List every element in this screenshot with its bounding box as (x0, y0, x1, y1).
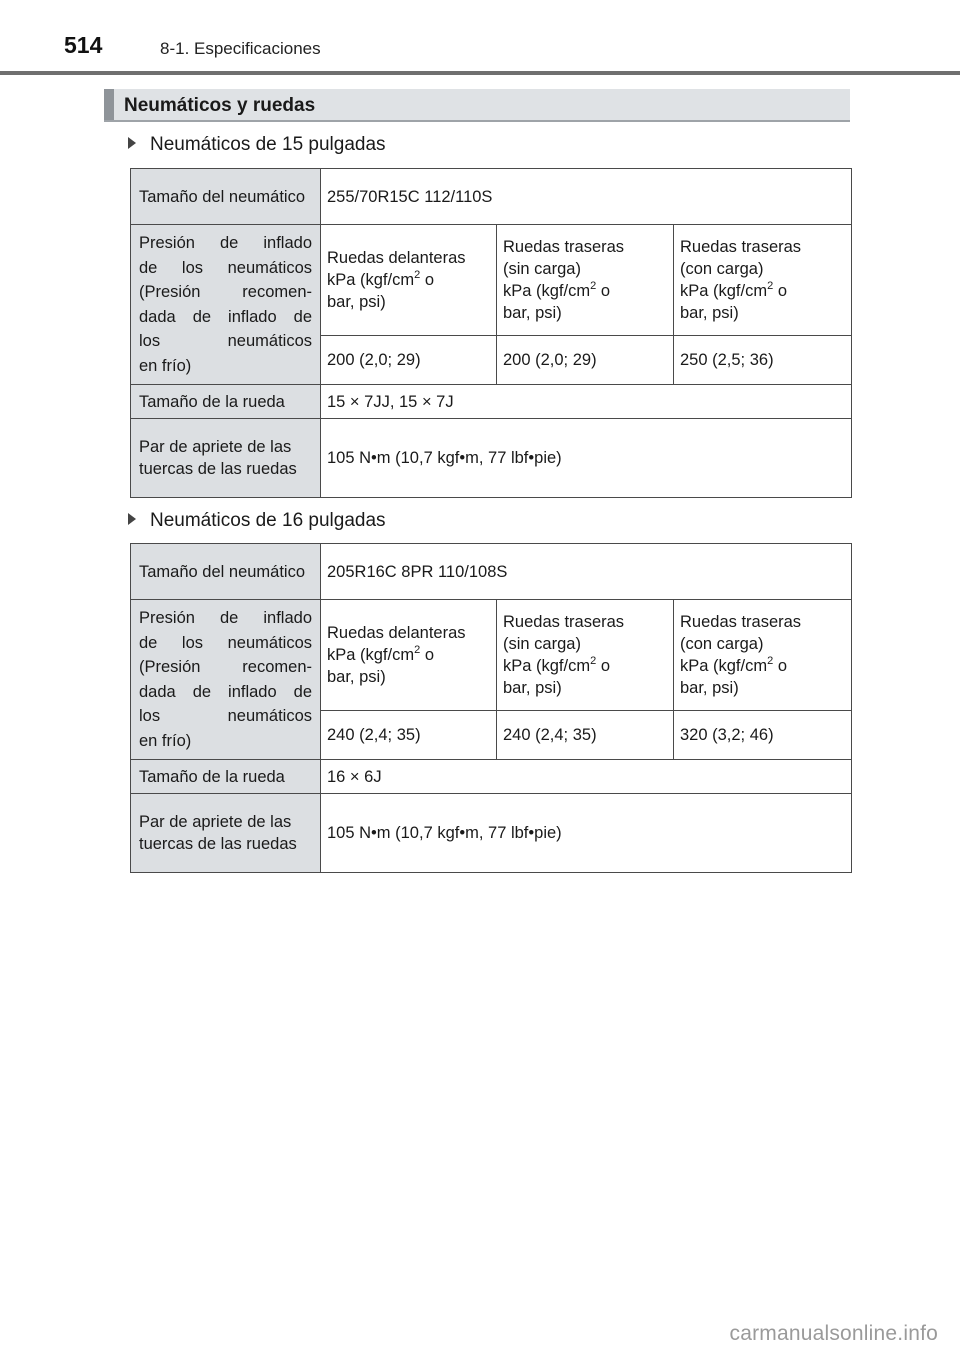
column-title: Ruedas traseras (680, 238, 802, 256)
pressure-column-rear-unloaded (497, 225, 674, 336)
column-unit-end: bar, psi) (503, 304, 562, 322)
column-unit: kPa ($kgf/cm^2$ o (503, 655, 610, 675)
column-title: Ruedas delanteras (327, 249, 466, 267)
pressure-label (131, 225, 321, 385)
column-unit-end: bar, psi) (327, 668, 386, 686)
pressure-value-rear-unloaded: 240 (2,4; 35) (497, 711, 674, 760)
spec-table-15-inch (130, 168, 852, 498)
column-title: Ruedas traseras (680, 613, 802, 631)
table-row (131, 760, 852, 794)
table-row (131, 544, 852, 600)
torque-label: Par de apriete de las tuercas de las ruedas (131, 794, 321, 873)
torque-value: 105 N•m (10,7 kgf•m, 77 lbf•pie) (321, 794, 852, 873)
pressure-label-line: de los neumáticos (139, 258, 312, 277)
column-title: Ruedas traseras (503, 613, 625, 631)
wheel-size-label: Tamaño de la rueda (131, 760, 321, 794)
subheading-16-inch (128, 510, 386, 532)
pressure-column-front (321, 225, 497, 336)
column-unit-end: bar, psi) (327, 293, 386, 311)
pressure-label-line: (Presión recomen- (139, 658, 312, 676)
column-unit: kPa ($kgf/cm^2$ o (680, 655, 787, 675)
pressure-label-line: dada de inflado de (139, 682, 312, 701)
section-title-bar (104, 89, 850, 122)
pressure-column-rear-loaded (674, 600, 852, 711)
pressure-column-rear-unloaded (497, 600, 674, 711)
wheel-size-label: Tamaño de la rueda (131, 385, 321, 419)
table-row (131, 225, 852, 336)
page-number: 514 (64, 32, 103, 58)
torque-value: 105 N•m (10,7 kgf•m, 77 lbf•pie) (321, 419, 852, 498)
pressure-label-line: en frío) (139, 356, 192, 375)
column-unit-end: bar, psi) (503, 679, 562, 697)
column-unit-end: bar, psi) (680, 679, 739, 697)
page-header (0, 0, 960, 76)
pressure-label-line: en frío) (139, 731, 192, 750)
table-row (131, 600, 852, 711)
pressure-label-line: los neumáticos (139, 332, 312, 350)
pressure-label (131, 600, 321, 760)
pressure-label-line: Presión de inflado (139, 234, 312, 252)
column-unit: kPa ($kgf/cm^2$ o (327, 644, 434, 664)
wheel-size-value: 15 × 7JJ, 15 × 7J (321, 385, 852, 419)
arrow-bullet-icon (128, 137, 136, 149)
column-subtitle: (con carga) (680, 635, 764, 653)
pressure-label-line: dada de inflado de (139, 307, 312, 326)
column-unit: kPa ($kgf/cm^2$ o (503, 280, 610, 300)
pressure-label-line: de los neumáticos (139, 633, 312, 652)
chapter-title: 8-1. Especificaciones (160, 39, 321, 58)
subheading-15-inch (128, 134, 386, 156)
tire-size-label: Tamaño del neumático (131, 169, 321, 225)
pressure-value-front: 200 (2,0; 29) (321, 336, 497, 385)
pressure-value-rear-loaded: 250 (2,5; 36) (674, 336, 852, 385)
column-subtitle: (con carga) (680, 260, 764, 278)
pressure-value-rear-loaded: 320 (3,2; 46) (674, 711, 852, 760)
column-unit: kPa ($kgf/cm^2$ o (680, 280, 787, 300)
tire-size-value: 205R16C 8PR 110/108S (321, 544, 852, 600)
pressure-label-line: (Presión recomen- (139, 283, 312, 301)
pressure-value-rear-unloaded: 200 (2,0; 29) (497, 336, 674, 385)
column-subtitle: (sin carga) (503, 260, 581, 278)
section-bar-accent (104, 89, 114, 120)
header-rule (0, 71, 960, 75)
column-title: Ruedas delanteras (327, 624, 466, 642)
table-row (131, 794, 852, 873)
subheading-text: Neumáticos de 15 pulgadas (150, 134, 386, 155)
subheading-text: Neumáticos de 16 pulgadas (150, 510, 386, 531)
pressure-column-rear-loaded (674, 225, 852, 336)
pressure-value-front: 240 (2,4; 35) (321, 711, 497, 760)
tire-size-value: 255/70R15C 112/110S (321, 169, 852, 225)
column-title: Ruedas traseras (503, 238, 625, 256)
torque-label: Par de apriete de las tuercas de las ruedas (131, 419, 321, 498)
section-title: Neumáticos y ruedas (124, 95, 316, 116)
spec-table-16-inch (130, 543, 852, 873)
pressure-label-line: Presión de inflado (139, 609, 312, 627)
arrow-bullet-icon (128, 513, 136, 525)
column-subtitle: (sin carga) (503, 635, 581, 653)
tire-size-label: Tamaño del neumático (131, 544, 321, 600)
pressure-column-front (321, 600, 497, 711)
watermark-link[interactable]: carmanualsonline.info (729, 1322, 938, 1345)
table-row (131, 169, 852, 225)
wheel-size-value: 16 × 6J (321, 760, 852, 794)
pressure-label-line: los neumáticos (139, 707, 312, 725)
column-unit: kPa ($kgf/cm^2$ o (327, 269, 434, 289)
table-row (131, 385, 852, 419)
table-row (131, 419, 852, 498)
column-unit-end: bar, psi) (680, 304, 739, 322)
